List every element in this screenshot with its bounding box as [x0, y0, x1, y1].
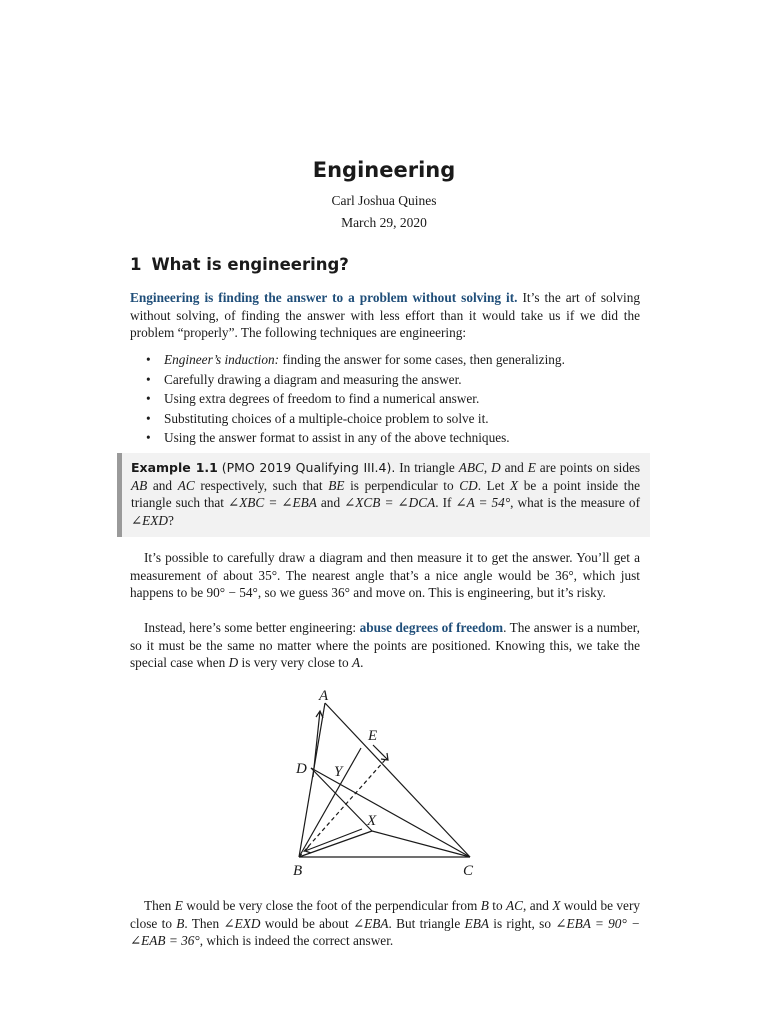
math: E: [174, 898, 183, 913]
math: B: [480, 898, 489, 913]
paragraph-text: .: [360, 655, 364, 670]
math: E: [527, 460, 536, 475]
example-text: ?: [168, 512, 174, 528]
math: CD: [459, 477, 478, 493]
label-y: Y: [334, 764, 343, 780]
section-title: What is engineering?: [151, 255, 349, 274]
example-text: respectively, such that: [200, 477, 323, 493]
example-text: , what is the measure of: [510, 495, 640, 510]
list-item: • Using the answer format to assist in any of the above techniques.: [146, 428, 565, 448]
paragraph-text: is right, so: [493, 915, 551, 931]
arrow-e: [373, 745, 388, 760]
date: March 29, 2020: [341, 215, 427, 230]
math: ∠A = 54°: [455, 495, 511, 510]
math: EBA: [464, 915, 489, 931]
paragraph-text: would be very close to: [130, 898, 641, 931]
paragraph-text: . Then: [184, 915, 220, 931]
example-text: and: [504, 460, 524, 475]
paragraph-text: is very very close to: [241, 655, 349, 670]
paragraph-text: Instead, here’s some better engineering:: [144, 620, 357, 635]
math: D: [491, 460, 501, 475]
math: X: [510, 477, 519, 493]
intro-text: It’s the art of solving without solving, of finding the answer with less effort than it would take us if we did the problem “properly”. The following techniques are engineering:: [130, 290, 640, 340]
paragraph-text: , which is indeed the correct answer.: [199, 933, 394, 948]
example-label: Example 1.1: [131, 460, 218, 475]
paragraph-text: , and: [523, 898, 549, 913]
example-text: are points on sides: [539, 460, 641, 475]
math: BE: [328, 477, 345, 493]
list-item: • Carefully drawing a diagram and measuring the answer.: [146, 370, 565, 390]
math: AC: [506, 898, 523, 913]
paragraph-text: to: [492, 898, 503, 913]
label-c: C: [463, 863, 474, 879]
example-text: is perpendicular to: [350, 477, 454, 493]
author: Carl Joshua Quines: [331, 193, 437, 208]
math: ∠XBC = ∠EBA: [228, 495, 317, 510]
paragraph-text: Then: [144, 898, 172, 913]
math: X: [552, 898, 561, 913]
section-number: 1: [130, 255, 142, 274]
math: B: [176, 915, 185, 931]
segment-xc: [372, 831, 470, 857]
math: AB: [131, 477, 148, 493]
paragraph-text: It’s possible to carefully draw a diagram and then measure it to get the answer. You’ll get a measurement of about 35°. The nearest angle that’s a nice angle would be 36°, which just happens to be 90° − 54°, so we guess 36° and move on. This is engineering, but it’s risky.: [130, 550, 640, 600]
list-item: • Substituting choices of a multiple-choice problem to solve it.: [146, 409, 565, 429]
list-item-text: finding the answer for some cases, then generalizing.: [282, 352, 565, 367]
example-text: and: [320, 495, 341, 510]
math: AC: [177, 477, 195, 493]
math: ∠EXD: [131, 512, 168, 528]
math: D: [228, 655, 239, 670]
list-item: • Using extra degrees of freedom to find a numerical answer.: [146, 389, 565, 409]
example-text: and: [152, 477, 173, 493]
intro-highlight: Engineering is finding the answer to a problem without solving it.: [130, 290, 518, 305]
label-e: E: [368, 728, 378, 744]
induction-term: Engineer’s induction:: [164, 352, 280, 367]
paragraph-text: . The answer is a number, so it must be the same no matter where the points are positioned. Knowing this, we take the special case when: [130, 620, 641, 670]
label-a: A: [319, 688, 329, 704]
label-d: D: [296, 761, 307, 777]
paragraph-text: would be very close the foot of the perpendicular from: [186, 898, 478, 913]
example-text: . If: [435, 495, 452, 510]
example-text: ,: [483, 460, 488, 475]
math: ABC: [458, 460, 484, 475]
example-text: In triangle: [399, 460, 455, 475]
math: A: [351, 655, 361, 670]
example-text: be a point inside the triangle such that: [131, 477, 641, 510]
paragraph-text: . But triangle: [388, 915, 461, 931]
label-b: B: [293, 863, 303, 879]
math: ∠EBA = 90° − ∠EAB = 36°: [130, 915, 641, 948]
label-x: X: [367, 813, 377, 829]
math: ∠EXD: [223, 915, 261, 931]
math: ∠EBA: [353, 915, 389, 931]
paragraph-conclusion: [130, 897, 640, 950]
example-text: . Let: [477, 477, 505, 493]
doc-title: Engineering: [312, 158, 456, 182]
degrees-highlight: abuse degrees of freedom: [359, 620, 504, 635]
math: ∠XCB = ∠DCA: [344, 495, 436, 510]
paragraph-text: would be about: [264, 915, 349, 931]
example-source: (PMO 2019 Qualifying III.4).: [221, 460, 396, 475]
segment-ac: [325, 703, 470, 857]
